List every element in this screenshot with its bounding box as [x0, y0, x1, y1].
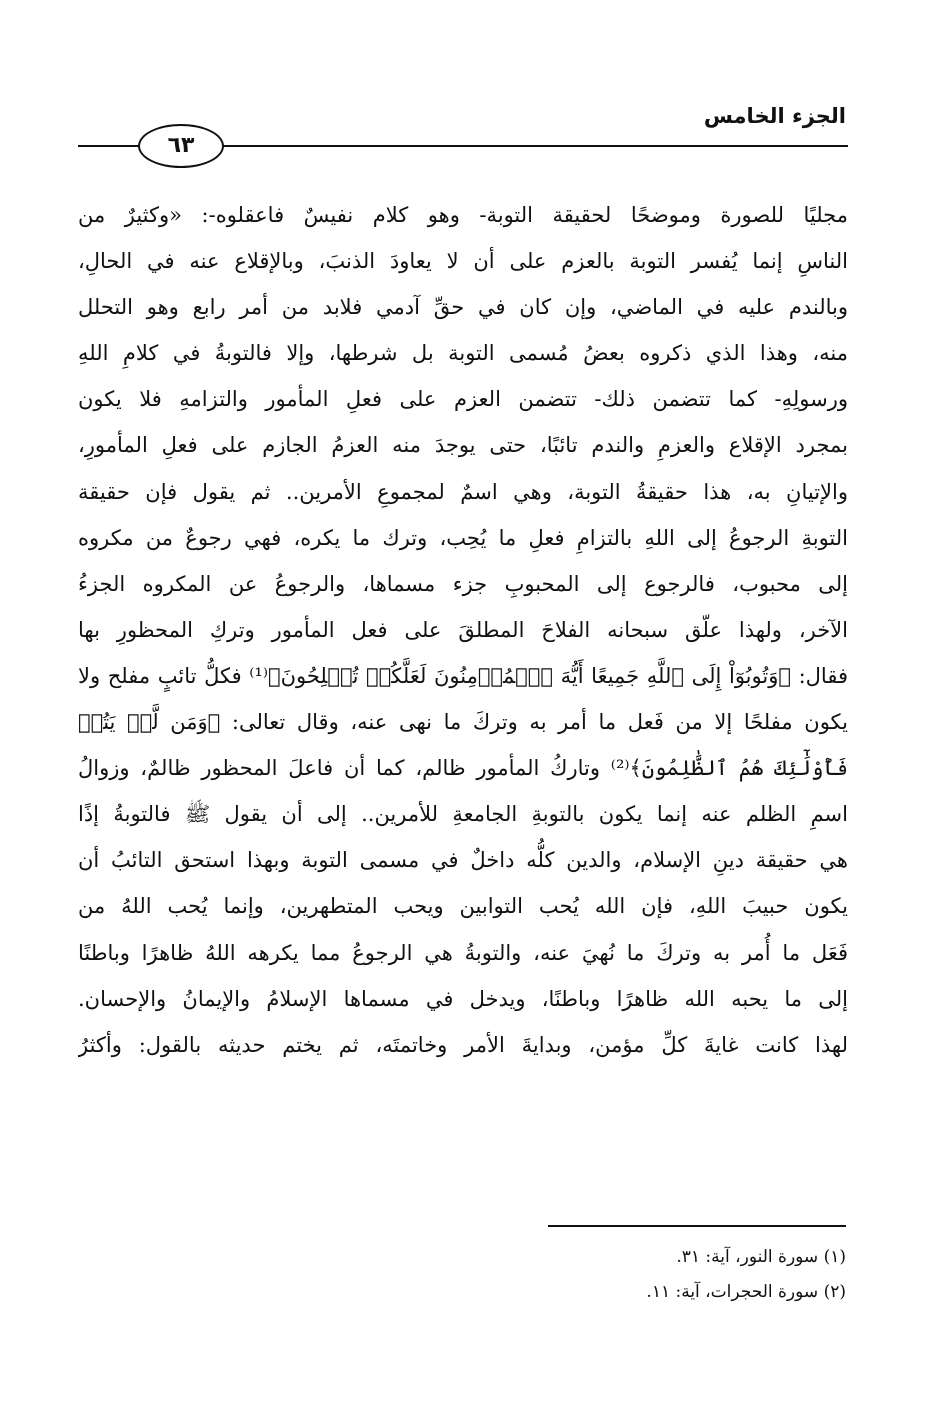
body-text [78, 192, 848, 1068]
body-line: اسمِ الظلم عنه إنما يكون بالتوبةِ الجامعةِ للأمرين.. إلى أن يقول ﷺ فالتوبةُ إذًا [78, 802, 848, 827]
body-line: ورسولِهِ- كما تتضمن ذلك- تتضمن العزم على فعلِ المأمور والتزامهِ فلا يكون [78, 387, 848, 412]
body-line: الآخر، ولهذا علّق سبحانه الفلاحَ المطلقَ على فعل المأمور وتركِ المحظورِ بها [78, 617, 848, 642]
body-line: فَعَل ما أُمر به وتركَ ما نُهيَ عنه، والتوبةُ هي الرجوعُ مما يكرهه اللهُ ظاهرًا وباطنًا [78, 940, 848, 965]
body-line: هي حقيقة دينِ الإسلام، والدين كلُّه داخلٌ في مسمى التوبة وبهذا استحق التائبُ أن [78, 848, 848, 873]
body-line: فقال: ﴿وَتُوبُوٓاْ إِلَى ٱللَّهِ جَمِيعًا أَيُّهَ ٱلۡمُؤۡمِنُونَ لَعَلَّكُمۡ تُفۡلِحُونَ﴾⁽¹⁾ فكلُّ تائبٍ مفلح ولا [78, 663, 848, 688]
body-line: فَأُوْلَٰٓئِكَ هُمُ ٱلظَّٰلِمُونَ﴾⁽²⁾ وتاركُ المأمور ظالم، كما أن فاعلَ المحظور ظالمٌ، وزوالُ [78, 756, 848, 781]
body-line: بمجرد الإقلاع والعزمِ والندم تائبًا، حتى يوجدَ منه العزمُ الجازم على فعلِ المأمورِ، [78, 433, 848, 458]
footnotes [346, 1240, 846, 1310]
body-line: مجليًا للصورة وموضحًا لحقيقة التوبة- وهو كلام نفيسٌ فاعقلوه-: «وكثيرٌ من [78, 203, 848, 227]
body-line: والإتيانِ به، هذا حقيقةُ التوبة، وهي اسمٌ لمجموعِ الأمرين.. ثم يقول فإن حقيقة [78, 479, 848, 504]
body-line: الناسِ إنما يُفسر التوبة بالعزم على أن لا يعاودَ الذنبَ، وبالإقلاع عنه في الحالِ، [78, 249, 848, 274]
body-line: التوبةِ الرجوعُ إلى اللهِ بالتزامِ فعلِ ما يُحِب، وترك ما يكره، فهي رجوعٌ من مكروه [78, 525, 848, 550]
body-line: وبالندم عليه في الماضي، وإن كان في حقِّ آدمي فلابد من أمر رابع وهو التحلل [78, 295, 848, 320]
body-line: يكون حبيبَ اللهِ، فإن الله يُحب التوابين ويحب المتطهرين، وإنما يُحب اللهُ من [78, 894, 848, 919]
body-line: منه، وهذا الذي ذكروه بعضُ مُسمى التوبة بل شرطها، وإلا فالتوبةُ في كلامِ اللهِ [78, 341, 848, 366]
footnote: (٢) سورة الحجرات، آية: ١١. [646, 1282, 846, 1302]
body-line: لهذا كانت غايةَ كلِّ مؤمن، وبدايةَ الأمر وخاتمتَه، ثم يختم حديثه بالقول: وأكثرُ [78, 1032, 848, 1057]
body-line: يكون مفلحًا إلا من فَعل ما أمر به وتركَ ما نهى عنه، وقال تعالى: ﴿وَمَن لَّمۡ يَتُبۡ [78, 710, 848, 735]
body-line: إلى محبوب، فالرجوع إلى المحبوبِ جزء مسماها، والرجوعُ عن المكروه الجزءُ [78, 571, 848, 596]
page-number-text: ٦٣ [167, 133, 195, 158]
footnote: (١) سورة النور، آية: ٣١. [676, 1247, 846, 1267]
page-number [138, 124, 224, 168]
footnote-rule [548, 1225, 846, 1227]
running-head: الجزء الخامس [703, 104, 846, 128]
body-line: إلى ما يحبه الله ظاهرًا وباطنًا، ويدخل في مسماها الإسلامُ والإيمانُ والإحسان. [78, 986, 848, 1011]
